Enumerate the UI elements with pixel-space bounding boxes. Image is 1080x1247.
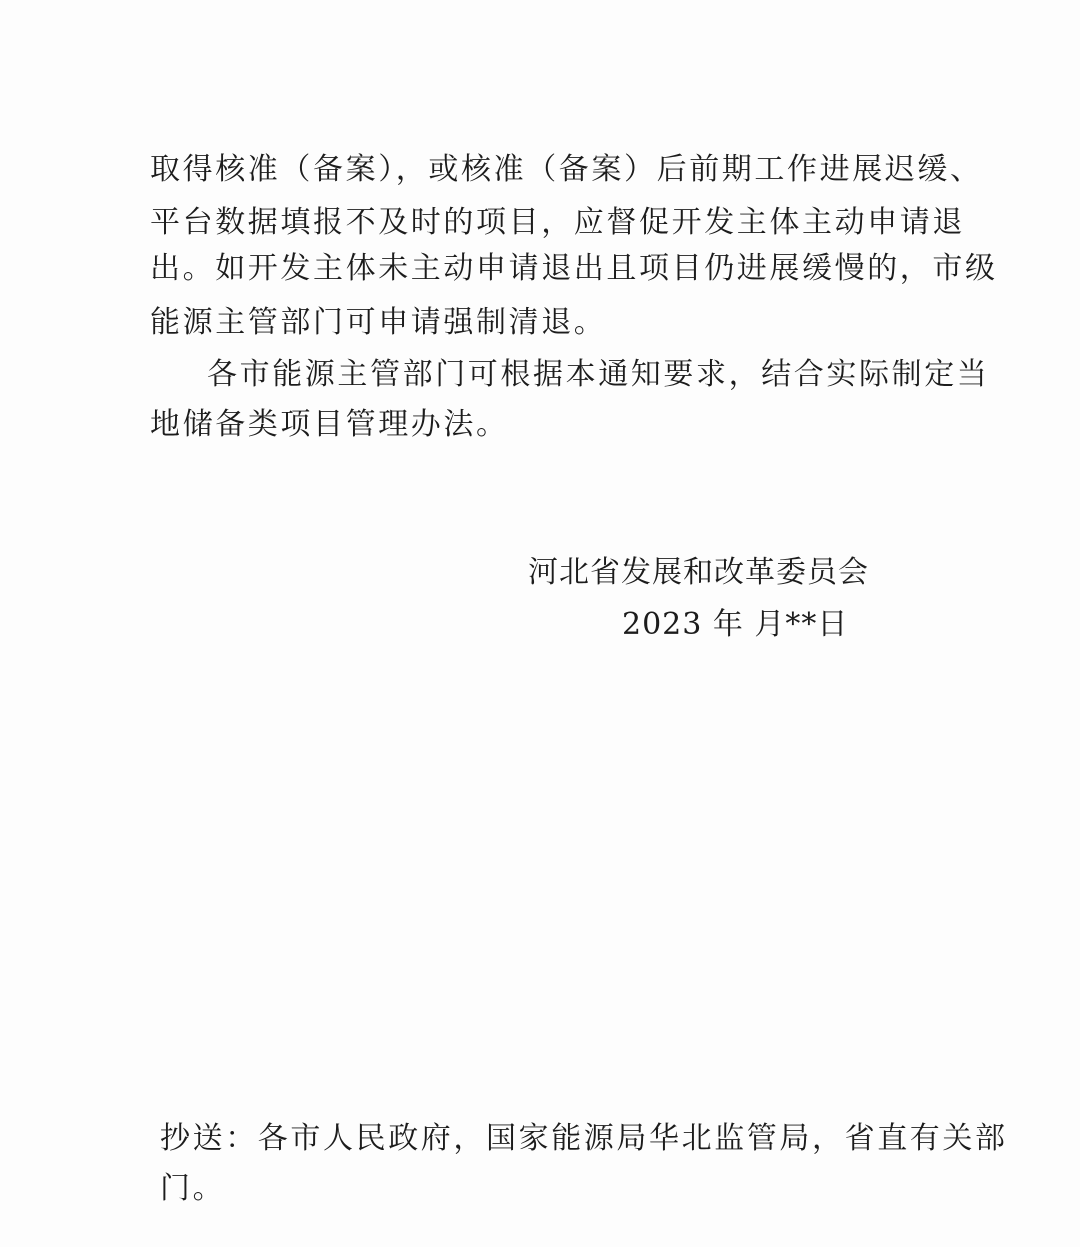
cc-line-1: 抄送：各市人民政府，国家能源局华北监管局，省直有关部 xyxy=(160,1121,1008,1156)
body-line-3: 出。如开发主体未主动申请退出且项目仍进展缓慢的，市级 xyxy=(150,251,998,286)
signing-organization: 河北省发展和改革委员会 xyxy=(528,555,869,590)
body-line-4: 能源主管部门可申请强制清退。 xyxy=(150,305,607,340)
body-line-1: 取得核准（备案），或核准（备案）后前期工作进展迟缓、 xyxy=(150,152,983,187)
body-line-2: 平台数据填报不及时的项目，应督促开发主体主动申请退 xyxy=(150,205,965,240)
body-line-5: 各市能源主管部门可根据本通知要求，结合实际制定当 xyxy=(207,357,990,392)
cc-line-2: 门。 xyxy=(160,1171,226,1206)
body-line-6: 地储备类项目管理办法。 xyxy=(150,407,509,442)
signing-date: 2023 年 月**日 xyxy=(622,607,849,642)
